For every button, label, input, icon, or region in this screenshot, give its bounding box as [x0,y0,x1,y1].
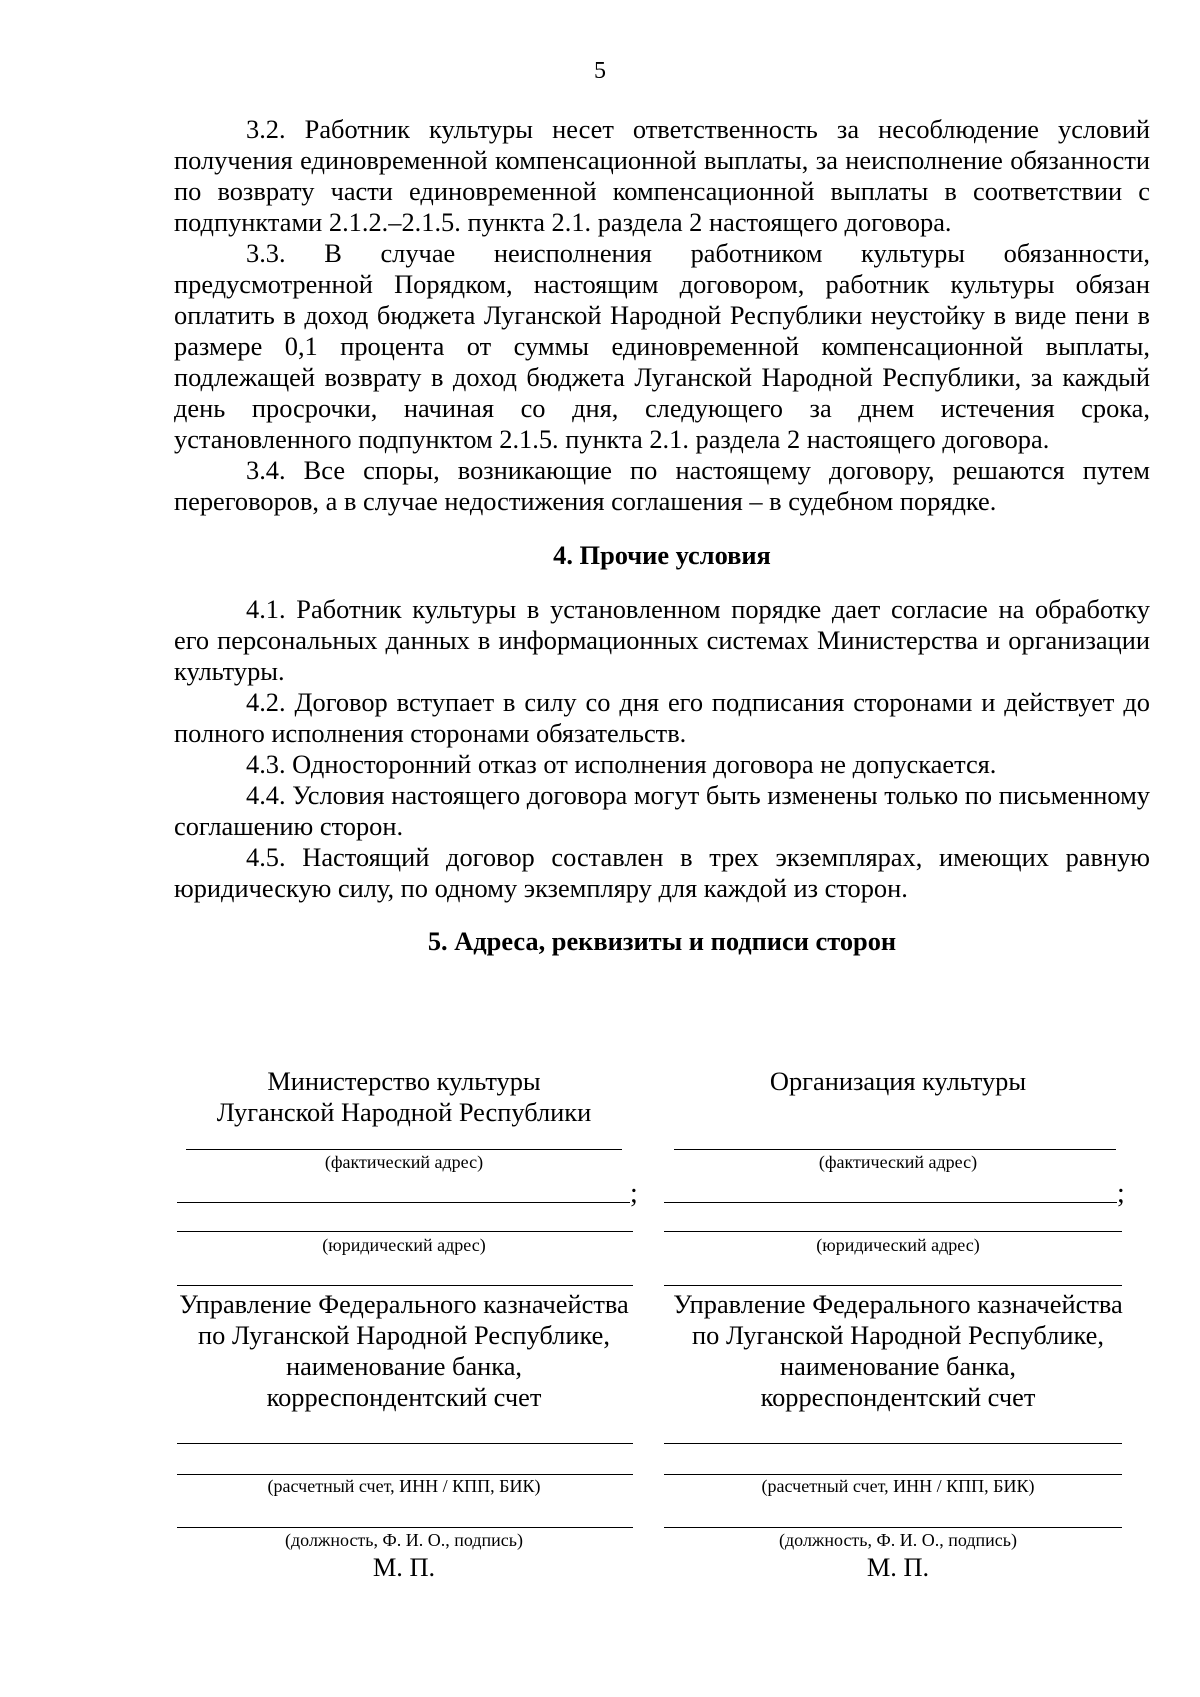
left-semicolon: ; [630,1178,638,1209]
right-legal-address-caption: (юридический адрес) [816,1235,980,1255]
page-number: 5 [594,58,606,84]
right-actual-address-line [674,1149,1116,1150]
right-account-caption: (расчетный счет, ИНН / КПП, БИК) [761,1476,1035,1496]
left-signature-caption: (должность, Ф. И. О., подпись) [285,1530,523,1550]
left-legal-address-caption: (юридический адрес) [322,1235,486,1255]
right-treasury-text: Управление Федерального казначейства по Луганской Народной Республике, наименование банка, корреспондентский счет [673,1289,1123,1412]
paragraph-3-4: 3.4. Все споры, возникающие по настоящему договору, решаются путем переговоров, а в случае недостижения соглашения – в судебном порядке. [174,455,1150,516]
paragraph-4-5: 4.5. Настоящий договор составлен в трех экземплярах, имеющих равную юридическую силу, по одному экземпляру для каждой из сторон. [174,842,1150,903]
paragraph-4-3: 4.3. Односторонний отказ от исполнения договора не допускается. [246,749,997,779]
left-signature-line [177,1527,633,1528]
left-actual-address-line [186,1149,622,1150]
paragraph-4-1: 4.1. Работник культуры в установленном порядке дает согласие на обработку его персональных данных в информационных системах Министерства и организации культуры. [174,594,1150,686]
left-address-line [177,1202,630,1203]
right-bank-top-line [664,1285,1122,1286]
left-stamp-mark: М. П. [372,1552,436,1582]
right-signature-caption: (должность, Ф. И. О., подпись) [779,1530,1017,1550]
paragraph-3-3: 3.3. В случае неисполнения работником культуры обязанности, предусмотренной Порядком, настоящим договором, работник культуры обязан оплатить в доход бюджета Луганской Народной Республики неустойку в виде пени в размере 0,1 процента от суммы единовременной компенсационной выплаты, подлежащей возврату в доход бюджета Луганской Народной Республики, за каждый день просрочки, начиная со дня, следующего за днем истечения срока, установленного подпунктом 2.1.5. пункта 2.1. раздела 2 настоящего договора. [174,238,1150,454]
paragraph-3-2: 3.2. Работник культуры несет ответственность за несоблюдение условий получения единовременной компенсационной выплаты, за неисполнение обязанности по возврату части единовременной компенсационной выплаты в соответствии с подпунктами 2.1.2.–2.1.5. пункта 2.1. раздела 2 настоящего договора. [174,114,1150,237]
left-account-caption: (расчетный счет, ИНН / КПП, БИК) [267,1476,541,1496]
right-account-line-1 [664,1443,1122,1444]
right-account-line-2 [664,1474,1122,1475]
right-address-line [664,1202,1117,1203]
right-legal-address-line [664,1231,1122,1232]
left-treasury-text: Управление Федерального казначейства по Луганской Народной Республике, наименование банка, корреспондентский счет [179,1289,629,1412]
ministry-name-line1: Министерство культуры [267,1066,541,1096]
ministry-name-line2: Луганской Народной Республики [216,1097,592,1127]
right-stamp-mark: М. П. [866,1552,930,1582]
left-legal-address-line [177,1231,633,1232]
left-account-line-1 [177,1443,633,1444]
organization-name: Организация культуры [769,1066,1027,1096]
section-5-heading: 5. Адреса, реквизиты и подписи сторон [427,926,897,956]
section-4-heading: 4. Прочие условия [553,540,771,570]
paragraph-4-4: 4.4. Условия настоящего договора могут быть изменены только по письменному соглашению сторон. [174,780,1150,841]
right-signature-line [664,1527,1122,1528]
left-account-line-2 [177,1474,633,1475]
document-body [174,114,1150,957]
left-actual-address-caption: (фактический адрес) [324,1152,484,1172]
ministry-name [174,1066,634,1128]
paragraph-4-2: 4.2. Договор вступает в силу со дня его подписания сторонами и действует до полного исполнения сторонами обязательств. [174,687,1150,748]
left-bank-top-line [177,1285,633,1286]
right-actual-address-caption: (фактический адрес) [818,1152,978,1172]
right-semicolon: ; [1117,1178,1125,1209]
